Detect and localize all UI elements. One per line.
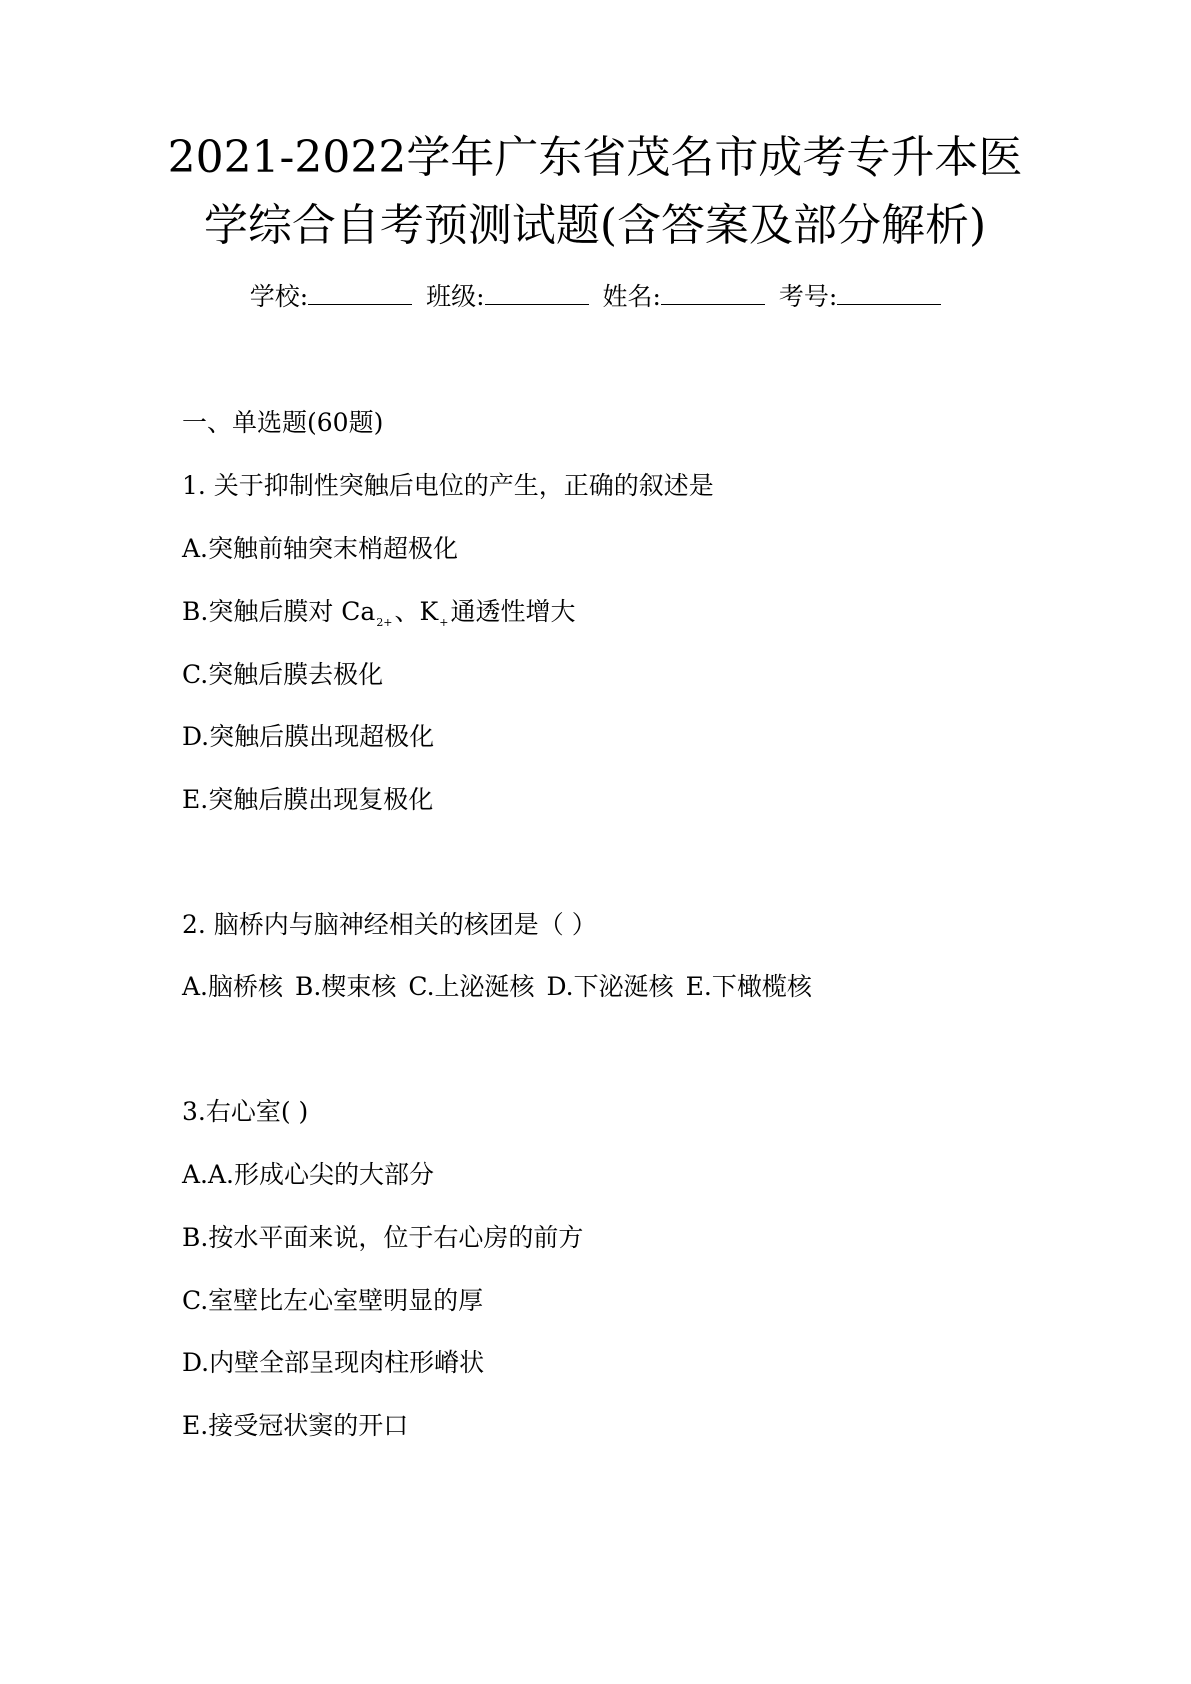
school-field: [250, 280, 412, 313]
school-blank: [308, 280, 412, 305]
question-1-option-a: A.突触前轴突末梢超极化: [182, 534, 459, 563]
student-info-row: [0, 280, 1191, 313]
option-b-mid: 、K: [394, 597, 439, 626]
question-1-option-d: D.突触后膜出现超极化: [182, 722, 435, 751]
name-blank: [661, 280, 765, 305]
section-title: 一、单选题(60题): [182, 408, 384, 437]
question-2-option-a: A.脑桥核: [182, 972, 284, 1001]
question-3-option-d: D.内壁全部呈现肉柱形嵴状: [182, 1348, 485, 1377]
option-b-prefix: B.突触后膜对 Ca: [182, 597, 376, 626]
page-title-line-2: 学综合自考预测试题(含答案及部分解析): [203, 200, 987, 251]
potassium-charge-subscript: +: [439, 616, 449, 629]
question-1-stem: 1. 关于抑制性突触后电位的产生，正确的叙述是: [182, 471, 714, 500]
name-label: 姓名:: [602, 282, 661, 311]
name-field: [602, 280, 764, 313]
question-2-options: [182, 970, 812, 1004]
question-3-stem: 3.右心室( ): [182, 1097, 309, 1126]
question-1-option-c: C.突触后膜去极化: [182, 660, 384, 689]
question-2-option-c: C.上泌涎核: [408, 972, 535, 1001]
exam-number-label: 考号:: [778, 282, 838, 311]
question-2-option-d: D.下泌涎核: [546, 972, 674, 1001]
exam-number-field: [779, 280, 941, 313]
question-3-option-e: E.接受冠状窦的开口: [182, 1411, 409, 1440]
page-title-line-1: 2021-2022学年广东省茂名市成考专升本医: [167, 132, 1023, 183]
option-b-suffix: 通透性增大: [450, 597, 576, 626]
question-2-option-b: B.楔束核: [295, 972, 397, 1001]
question-2-stem: 2. 脑桥内与脑神经相关的核团是（ ）: [182, 910, 597, 939]
question-3-option-b: B.按水平面来说，位于右心房的前方: [182, 1223, 584, 1252]
question-3-option-c: C.室壁比左心室壁明显的厚: [182, 1286, 484, 1315]
question-3-option-a: A.A.形成心尖的大部分: [182, 1160, 435, 1189]
question-1-option-b: [182, 595, 575, 640]
question-2-option-e: E.下橄榄核: [685, 972, 812, 1001]
question-1-option-e: E.突触后膜出现复极化: [182, 785, 434, 814]
school-label: 学校:: [249, 282, 309, 311]
class-label: 班级:: [426, 282, 485, 311]
class-blank: [485, 280, 589, 305]
class-field: [426, 280, 588, 313]
exam-number-blank: [837, 280, 941, 305]
calcium-charge-subscript: 2+: [376, 616, 393, 629]
